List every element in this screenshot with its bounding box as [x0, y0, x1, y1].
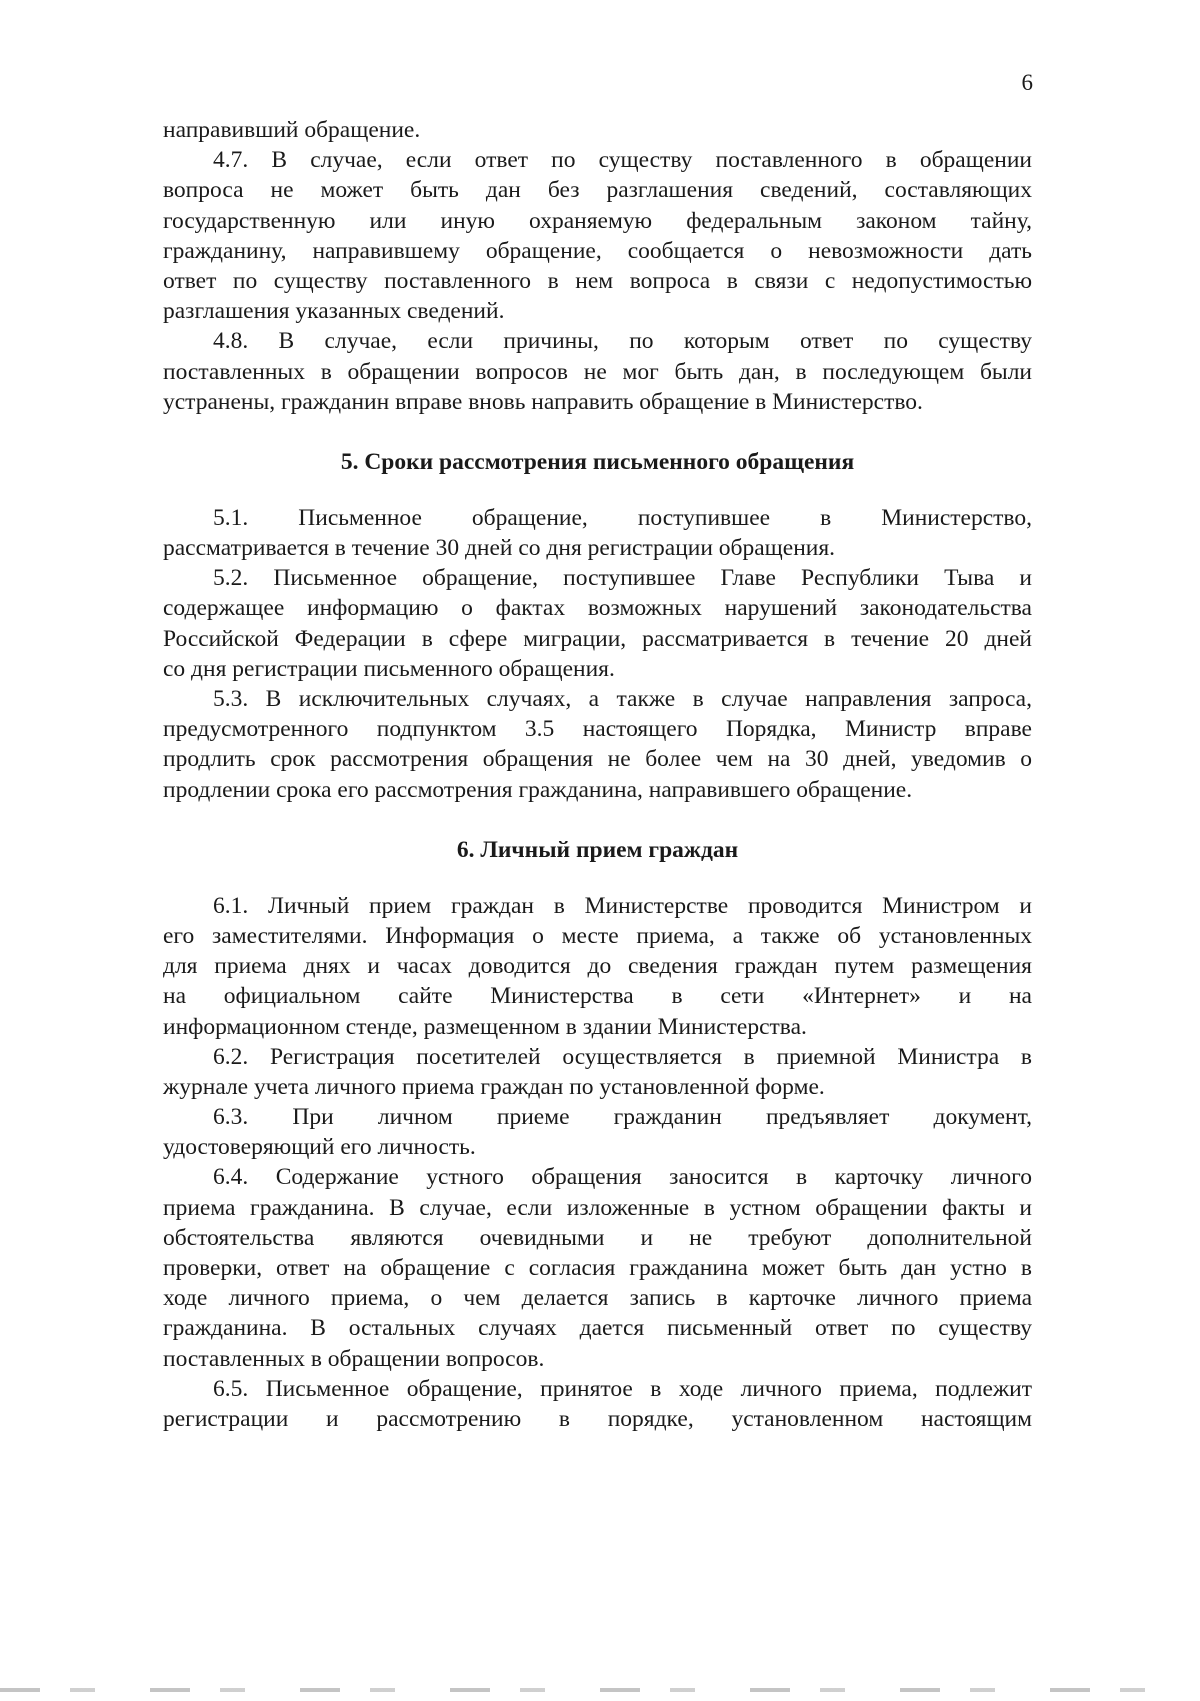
text-line: регистрации и рассмотрению в порядке, установленном настоящим: [163, 1405, 1032, 1432]
scan-edge-artifact: [0, 1688, 1200, 1692]
text-line: государственную или иную охраняемую федеральным законом тайну,: [163, 207, 1032, 234]
paragraph: [163, 684, 1032, 805]
text-line: 5.3. В исключительных случаях, а также в случае направления запроса,: [213, 686, 1032, 712]
text-line: содержащее информацию о фактах возможных нарушений законодательства: [163, 595, 1032, 622]
paragraph: [163, 145, 1032, 326]
paragraph: [163, 326, 1032, 417]
text-line: Российской Федерации в сфере миграции, рассматривается в течение 20 дней: [163, 625, 1032, 652]
paragraph: [163, 563, 1032, 684]
text-line: предусмотренного подпунктом 3.5 настоящего Порядка, Министр вправе: [163, 716, 1032, 743]
text-line: поставленных в обращении вопросов.: [163, 1345, 545, 1372]
text-line: направивший обращение.: [163, 117, 421, 143]
text-line: 6.5. Письменное обращение, принятое в ходе личного приема, подлежит: [213, 1375, 1032, 1402]
paragraph: [163, 891, 1032, 1042]
text-line: ответ по существу поставленного в нем вопроса в связи с недопустимостью: [163, 267, 1032, 294]
paragraph: [163, 115, 1032, 145]
text-line: поставленных в обращении вопросов не мог быть дан, в последующем были: [163, 358, 1032, 385]
document-body: [163, 115, 1032, 1434]
text-line: удостоверяющий его личность.: [163, 1134, 476, 1161]
section-heading: 6. Личный прием граждан: [456, 836, 739, 863]
text-line: рассматривается в течение 30 дней со дня регистрации обращения.: [163, 535, 836, 562]
text-line: вопроса не может быть дан без разглашения сведений, составляющих: [163, 177, 1032, 204]
text-line: устранены, гражданин вправе вновь направить обращение в Министерство.: [163, 388, 923, 415]
text-line: 6.2. Регистрация посетителей осуществляется в приемной Министра в: [213, 1043, 1032, 1070]
text-line: 6.4. Содержание устного обращения заносится в карточку личного: [213, 1164, 1032, 1191]
text-line: разглашения указанных сведений.: [163, 298, 505, 325]
text-line: продлении срока его рассмотрения гражданина, направившего обращение.: [163, 776, 913, 803]
text-line: журнале учета личного приема граждан по установленной форме.: [163, 1073, 825, 1100]
paragraph: [163, 1374, 1032, 1434]
text-line: со дня регистрации письменного обращения.: [163, 655, 615, 682]
text-line: проверки, ответ на обращение с согласия гражданина может быть дан устно в: [163, 1255, 1032, 1281]
text-line: 4.8. В случае, если причины, по которым ответ по существу: [213, 328, 1032, 355]
text-line: гражданина. В остальных случаях дается письменный ответ по существу: [163, 1315, 1032, 1342]
text-line: 6.3. При личном приеме гражданин предъявляет документ,: [213, 1104, 1032, 1131]
text-line: 5.2. Письменное обращение, поступившее Главе Республики Тыва и: [213, 565, 1032, 592]
text-line: приема гражданина. В случае, если изложенные в устном обращении факты и: [163, 1194, 1032, 1221]
paragraph: [163, 1162, 1032, 1373]
text-line: продлить срок рассмотрения обращения не более чем на 30 дней, уведомив о: [163, 746, 1032, 773]
text-line: на официальном сайте Министерства в сети «Интернет» и на: [163, 983, 1032, 1010]
text-line: гражданину, направившему обращение, сообщается о невозможности дать: [163, 237, 1032, 264]
paragraph: [163, 503, 1032, 563]
text-line: 5.1. Письменное обращение, поступившее в Министерство,: [213, 504, 1032, 531]
section-heading: 5. Сроки рассмотрения письменного обращения: [340, 448, 855, 475]
text-line: для приема днях и часах доводится до сведения граждан путем размещения: [163, 953, 1032, 980]
text-line: 4.7. В случае, если ответ по существу поставленного в обращении: [213, 147, 1032, 174]
paragraph: [163, 1042, 1032, 1102]
page-number: 6: [1021, 70, 1033, 95]
text-line: ходе личного приема, о чем делается запись в карточке личного приема: [163, 1285, 1032, 1312]
text-line: его заместителями. Информация о месте приема, а также об установленных: [163, 922, 1032, 949]
text-line: информационном стенде, размещенном в здании Министерства.: [163, 1013, 807, 1040]
text-line: обстоятельства являются очевидными и не требуют дополнительной: [163, 1224, 1032, 1251]
text-line: 6.1. Личный прием граждан в Министерстве проводится Министром и: [213, 892, 1032, 919]
paragraph: [163, 1102, 1032, 1162]
